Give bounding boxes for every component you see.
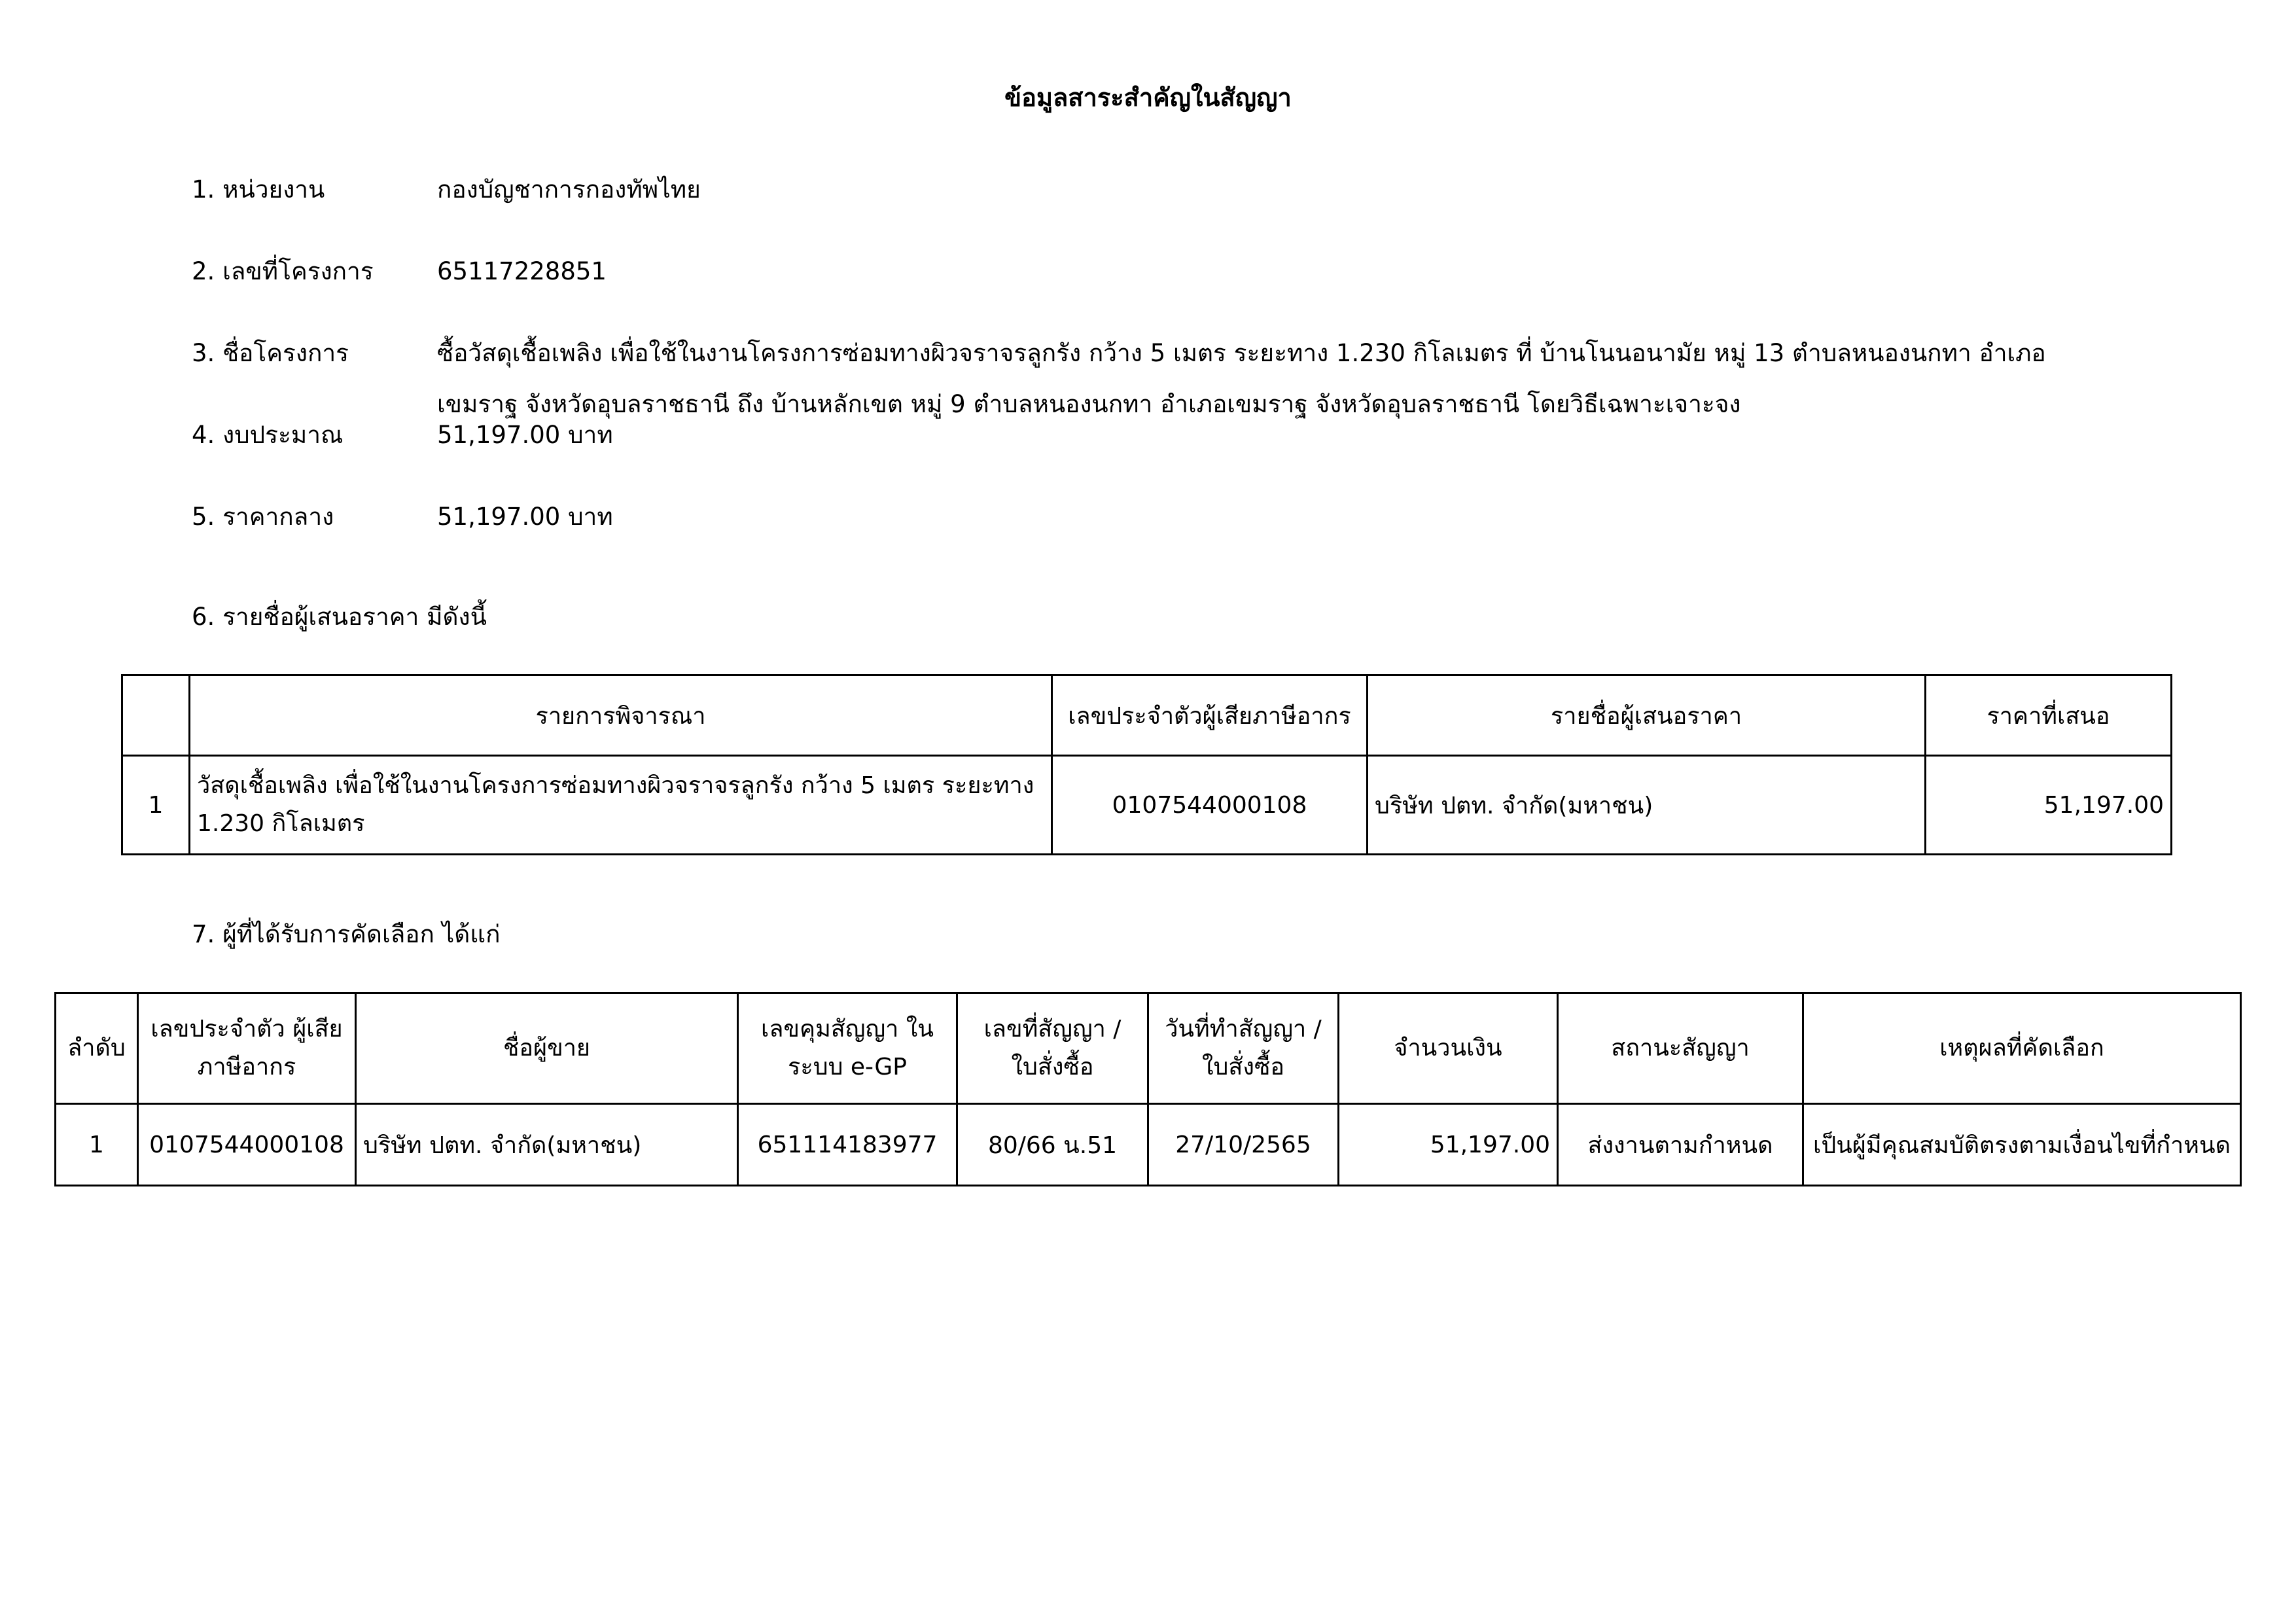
table-cell: 651114183977 [738,1104,957,1186]
table-header-cell: ลำดับ [56,993,138,1104]
table-cell: 51,197.00 [1926,756,2172,855]
table-row [56,1104,2241,1186]
table-header-cell: เลขประจำตัว ผู้เสียภาษีอากร [138,993,356,1104]
field-label-project-number: 2. เลขที่โครงการ [192,257,374,285]
winner-table [54,992,2242,1186]
table-header-cell: ราคาที่เสนอ [1926,675,2172,756]
field-label-project-name: 3. ชื่อโครงการ [192,339,349,367]
field-value-median-price: 51,197.00 บาท [437,503,613,531]
table-header-cell: ชื่อผู้ขาย [356,993,738,1104]
table-header-cell [122,675,190,756]
table-cell: 1 [56,1104,138,1186]
section-bidders-heading: 6. รายชื่อผู้เสนอราคา มีดังนี้ [192,603,487,631]
table-cell: บริษัท ปตท. จำกัด(มหาชน) [1368,756,1926,855]
field-value-budget: 51,197.00 บาท [437,421,613,449]
field-label-budget: 4. งบประมาณ [192,421,344,449]
table-header-cell: รายชื่อผู้เสนอราคา [1368,675,1926,756]
field-value-project-number: 65117228851 [437,257,607,285]
table-header-row [56,993,2241,1104]
table-cell: 1 [122,756,190,855]
table-cell: เป็นผู้มีคุณสมบัติตรงตามเงื่อนไขที่กำหนด [1803,1104,2241,1186]
section-winner-heading: 7. ผู้ที่ได้รับการคัดเลือก ได้แก่ [192,920,501,948]
field-label-median-price: 5. ราคากลาง [192,503,334,531]
table-cell: บริษัท ปตท. จำกัด(มหาชน) [356,1104,738,1186]
table-header-cell: เลขประจำตัวผู้เสียภาษีอากร [1052,675,1368,756]
table-cell: 51,197.00 [1339,1104,1558,1186]
table-row [122,756,2172,855]
field-label-agency: 1. หน่วยงาน [192,175,325,204]
document-title: ข้อมูลสาระสำคัญในสัญญา [1004,83,1292,112]
field-value-project-name: ซื้อวัสดุเชื้อเพลิง เพื่อใช้ในงานโครงการซ่อมทางผิวจราจรลูกรัง กว้าง 5 เมตร ระยะทาง 1.230 กิโลเมตร ที่ บ้านโนนอนามัย หมู่ 13 ตำบลหนองนกทา อำเภอเขมราฐ จังหวัดอุบลราชธานี ถึง บ้านหลักเขต หมู่ 9 ตำบลหนองนกทา อำเภอเขมราฐ จังหวัดอุบลราชธานี โดยวิธีเฉพาะเจาะจง [437,339,2046,418]
bidders-table [121,674,2172,855]
table-header-cell: เลขที่สัญญา / ใบสั่งซื้อ [957,993,1148,1104]
table-header-cell: วันที่ทำสัญญา / ใบสั่งซื้อ [1148,993,1339,1104]
table-header-cell: จำนวนเงิน [1339,993,1558,1104]
table-header-cell: สถานะสัญญา [1558,993,1803,1104]
table-cell: 0107544000108 [1052,756,1368,855]
table-header-row [122,675,2172,756]
table-header-cell: เลขคุมสัญญา ในระบบ e-GP [738,993,957,1104]
table-header-cell: เหตุผลที่คัดเลือก [1803,993,2241,1104]
table-cell: 80/66 น.51 [957,1104,1148,1186]
table-cell: วัสดุเชื้อเพลิง เพื่อใช้ในงานโครงการซ่อมทางผิวจราจรลูกรัง กว้าง 5 เมตร ระยะทาง 1.230 กิโลเมตร [190,756,1052,855]
table-cell: 0107544000108 [138,1104,356,1186]
table-header-cell: รายการพิจารณา [190,675,1052,756]
field-value-agency: กองบัญชาการกองทัพไทย [437,175,701,204]
table-cell: ส่งงานตามกำหนด [1558,1104,1803,1186]
table-cell: 27/10/2565 [1148,1104,1339,1186]
